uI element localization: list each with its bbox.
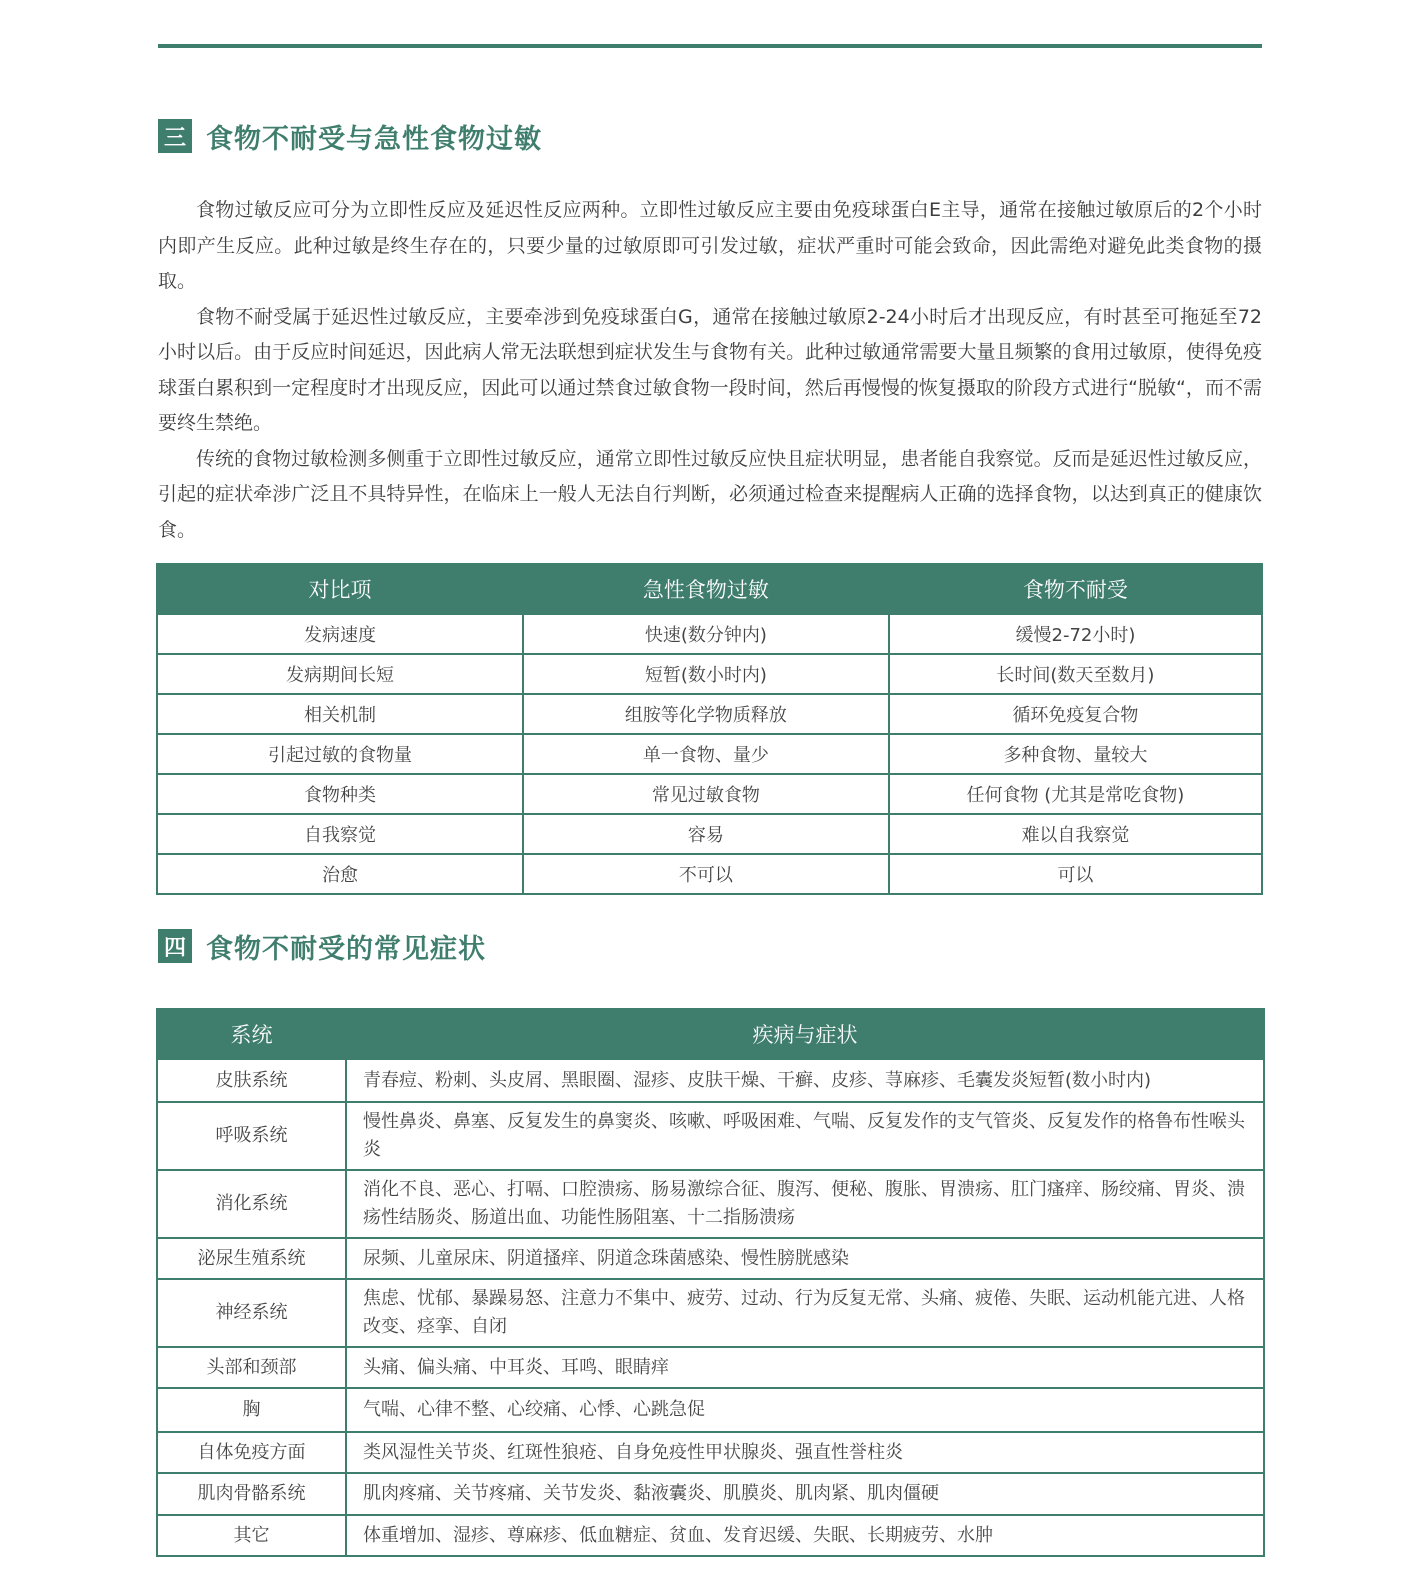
table-row <box>157 1238 1264 1279</box>
symptoms-cell: 体重增加、湿疹、尊麻疹、低血糖症、贫血、发育迟缓、失眠、长期疲劳、水肿 <box>346 1515 1264 1556</box>
table-row <box>157 1515 1264 1556</box>
table-cell: 发病速度 <box>157 614 523 654</box>
table-header-row <box>157 564 1262 614</box>
table-row <box>157 854 1262 894</box>
table-cell: 多种食物、量较大 <box>889 734 1262 774</box>
table-row <box>157 774 1262 814</box>
column-header: 食物不耐受 <box>889 564 1262 614</box>
table-cell: 自我察觉 <box>157 814 523 854</box>
table-row <box>157 1432 1264 1473</box>
column-header: 系统 <box>157 1009 346 1059</box>
system-cell: 胸 <box>157 1388 346 1432</box>
system-cell: 头部和颈部 <box>157 1347 346 1388</box>
comparison-table <box>156 563 1263 895</box>
top-divider <box>158 44 1262 48</box>
table-cell: 治愈 <box>157 854 523 894</box>
symptoms-cell: 青春痘、粉刺、头皮屑、黑眼圈、湿疹、皮肤干燥、干癣、皮疹、荨麻疹、毛囊发炎短暂(数小时内) <box>346 1059 1264 1102</box>
section-3-heading <box>158 118 542 154</box>
system-cell: 消化系统 <box>157 1170 346 1238</box>
table-cell: 短暂(数小时内) <box>523 654 889 694</box>
table-header-row <box>157 1009 1264 1059</box>
paragraph-1: 食物过敏反应可分为立即性反应及延迟性反应两种。立即性过敏反应主要由免疫球蛋白E主导，通常在接触过敏原后的2个小时内即产生反应。此种过敏是终生存在的，只要少量的过敏原即可引发过敏，症状严重时可能会致命，因此需绝对避免此类食物的摄取。 <box>158 199 1262 292</box>
table-cell: 食物种类 <box>157 774 523 814</box>
section-4-title: 食物不耐受的常见症状 <box>206 933 486 965</box>
system-cell: 皮肤系统 <box>157 1059 346 1102</box>
column-header: 疾病与症状 <box>346 1009 1264 1059</box>
table-row <box>157 1059 1264 1102</box>
table-row <box>157 1388 1264 1432</box>
symptoms-cell: 慢性鼻炎、鼻塞、反复发生的鼻窦炎、咳嗽、呼吸困难、气喘、反复发作的支气管炎、反复发作的格鲁布性喉头炎 <box>346 1102 1264 1170</box>
table-row <box>157 734 1262 774</box>
table-row <box>157 694 1262 734</box>
section-4-heading <box>158 928 486 964</box>
table-row <box>157 1170 1264 1238</box>
table-cell: 容易 <box>523 814 889 854</box>
table-cell: 发病期间长短 <box>157 654 523 694</box>
table-row <box>157 1347 1264 1388</box>
table-cell: 相关机制 <box>157 694 523 734</box>
table-row <box>157 654 1262 694</box>
table-cell: 可以 <box>889 854 1262 894</box>
symptoms-cell: 尿频、儿童尿床、阴道搔痒、阴道念珠菌感染、慢性膀胱感染 <box>346 1238 1264 1279</box>
table-cell: 引起过敏的食物量 <box>157 734 523 774</box>
section-3-number: 三 <box>158 119 192 153</box>
system-cell: 泌尿生殖系统 <box>157 1238 346 1279</box>
symptoms-cell: 类风湿性关节炎、红斑性狼疮、自身免疫性甲状腺炎、强直性誉柱炎 <box>346 1432 1264 1473</box>
paragraph-3: 传统的食物过敏检测多侧重于立即性过敏反应，通常立即性过敏反应快且症状明显，患者能自我察觉。反而是延迟性过敏反应，引起的症状牵涉广泛且不具特异性，在临床上一般人无法自行判断，必须通过检查来提醒病人正确的选择食物，以达到真正的健康饮食。 <box>158 447 1262 541</box>
section-4-number: 四 <box>158 929 192 963</box>
table-row <box>157 814 1262 854</box>
table-cell: 常见过敏食物 <box>523 774 889 814</box>
table-row <box>157 614 1262 654</box>
column-header: 对比项 <box>157 564 523 614</box>
section-3-title: 食物不耐受与急性食物过敏 <box>206 123 542 155</box>
system-cell: 呼吸系统 <box>157 1102 346 1170</box>
symptoms-cell: 头痛、偏头痛、中耳炎、耳鸣、眼睛痒 <box>346 1347 1264 1388</box>
table-cell: 快速(数分钟内) <box>523 614 889 654</box>
table-row <box>157 1279 1264 1347</box>
paragraph-2: 食物不耐受属于延迟性过敏反应，主要牵涉到免疫球蛋白G，通常在接触过敏原2-24小时后才出现反应，有时甚至可拖延至72小时以后。由于反应时间延迟，因此病人常无法联想到症状发生与食物有关。此种过敏通常需要大量且频繁的食用过敏原，使得免疫球蛋白累积到一定程度时才出现反应，因此可以通过禁食过敏食物一段时间，然后再慢慢的恢复摄取的阶段方式进行“脱敏“，而不需要终生禁绝。 <box>158 305 1262 434</box>
system-cell: 自体免疫方面 <box>157 1432 346 1473</box>
table-cell: 不可以 <box>523 854 889 894</box>
table-row <box>157 1102 1264 1170</box>
table-cell: 任何食物 (尤其是常吃食物) <box>889 774 1262 814</box>
section-3-body <box>158 193 1262 548</box>
system-cell: 其它 <box>157 1515 346 1556</box>
table-cell: 缓慢2-72小时) <box>889 614 1262 654</box>
symptoms-table <box>156 1008 1265 1557</box>
table-cell: 循环免疫复合物 <box>889 694 1262 734</box>
column-header: 急性食物过敏 <box>523 564 889 614</box>
symptoms-cell: 消化不良、恶心、打嗝、口腔溃疡、肠易激综合征、腹泻、便秘、腹胀、胃溃疡、肛门瘙痒、肠绞痛、胃炎、溃疡性结肠炎、肠道出血、功能性肠阻塞、十二指肠溃疡 <box>346 1170 1264 1238</box>
table-cell: 难以自我察觉 <box>889 814 1262 854</box>
table-cell: 单一食物、量少 <box>523 734 889 774</box>
system-cell: 肌肉骨骼系统 <box>157 1473 346 1515</box>
symptoms-cell: 肌肉疼痛、关节疼痛、关节发炎、黏液囊炎、肌膜炎、肌肉紧、肌肉僵硬 <box>346 1473 1264 1515</box>
table-cell: 组胺等化学物质释放 <box>523 694 889 734</box>
table-row <box>157 1473 1264 1515</box>
symptoms-cell: 焦虑、忧郁、暴躁易怒、注意力不集中、疲劳、过动、行为反复无常、头痛、疲倦、失眠、运动机能亢进、人格改变、痉挛、自闭 <box>346 1279 1264 1347</box>
symptoms-cell: 气喘、心律不整、心绞痛、心悸、心跳急促 <box>346 1388 1264 1432</box>
system-cell: 神经系统 <box>157 1279 346 1347</box>
table-cell: 长时间(数天至数月) <box>889 654 1262 694</box>
